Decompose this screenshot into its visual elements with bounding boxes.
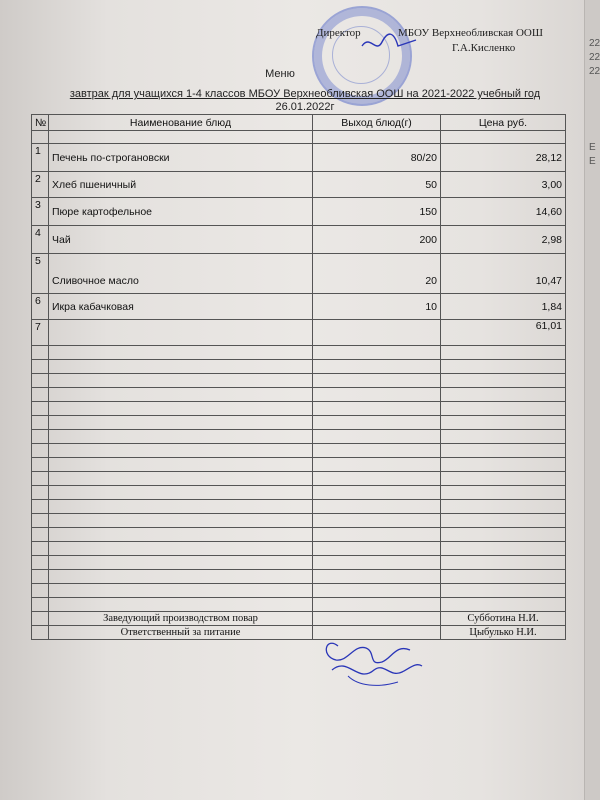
- signature-role: Ответственный за питание: [49, 626, 313, 640]
- empty-row: [32, 500, 566, 514]
- dish-name: [49, 320, 313, 346]
- dish-weight: 200: [313, 226, 441, 254]
- dish-name: Чай: [49, 226, 313, 254]
- empty-row: [32, 374, 566, 388]
- dish-price: 3,00: [441, 172, 566, 198]
- empty-row: [32, 458, 566, 472]
- empty-row: [32, 542, 566, 556]
- row-number: 4: [32, 226, 49, 254]
- empty-row: [32, 528, 566, 542]
- table-row: [32, 172, 566, 198]
- row-number: 6: [32, 294, 49, 320]
- table-row: [32, 144, 566, 172]
- empty-row: [32, 556, 566, 570]
- adjacent-page-edge: [584, 0, 600, 800]
- subtitle-line-1: завтрак для учащихся 1-4 классов МБОУ Верхнеобливская ООШ на 2021-2022 учебный год: [69, 88, 541, 100]
- row-number: 2: [32, 172, 49, 198]
- edge-mark: E: [589, 156, 596, 167]
- table-row: [32, 254, 566, 294]
- menu-table: [31, 114, 566, 640]
- school-name: МБОУ Верхнеобливская ООШ: [398, 27, 543, 39]
- header-dish-name: Наименование блюд: [49, 115, 313, 131]
- signature-role: Заведующий производством повар: [49, 612, 313, 626]
- edge-mark: 22: [589, 38, 600, 49]
- empty-row: [32, 584, 566, 598]
- empty-row: [32, 416, 566, 430]
- edge-mark: E: [589, 142, 596, 153]
- row-number: 5: [32, 254, 49, 294]
- dish-price: 10,47: [441, 254, 566, 294]
- handwritten-signatures: [318, 626, 428, 690]
- dish-price: 14,60: [441, 198, 566, 226]
- dish-price: 1,84: [441, 294, 566, 320]
- table-row: [32, 198, 566, 226]
- signature-person: Цыбулько Н.И.: [441, 626, 566, 640]
- dish-name: Икра кабачковая: [49, 294, 313, 320]
- dish-weight: 20: [313, 254, 441, 294]
- dish-weight: 80/20: [313, 144, 441, 172]
- empty-row: [32, 514, 566, 528]
- empty-row: [32, 598, 566, 612]
- director-label: Директор: [316, 27, 361, 39]
- header-number: №: [32, 115, 49, 131]
- table-row: [32, 226, 566, 254]
- dish-price: 2,98: [441, 226, 566, 254]
- empty-row: [32, 444, 566, 458]
- total-row: [32, 320, 566, 346]
- dish-name: Хлеб пшеничный: [49, 172, 313, 198]
- dish-weight: 10: [313, 294, 441, 320]
- menu-date: 26.01.2022г: [275, 101, 335, 113]
- empty-row: [32, 570, 566, 584]
- edge-mark: 22: [589, 52, 600, 63]
- header-weight: Выход блюд(г): [313, 115, 441, 131]
- empty-row: [32, 346, 566, 360]
- menu-title: Меню: [265, 68, 295, 80]
- table-header-row: [32, 115, 566, 131]
- empty-row: [32, 430, 566, 444]
- menu-subtitle: [40, 88, 570, 114]
- dish-name: Пюре картофельное: [49, 198, 313, 226]
- director-name: Г.А.Кисленко: [452, 42, 516, 54]
- dish-name: Печень по-строгановски: [49, 144, 313, 172]
- signature-row: [32, 612, 566, 626]
- signature-row: [32, 626, 566, 640]
- row-number: 1: [32, 144, 49, 172]
- row-number: 7: [32, 320, 49, 346]
- table-row: [32, 294, 566, 320]
- dish-name: Сливочное масло: [49, 254, 313, 294]
- dish-weight: [313, 320, 441, 346]
- row-number: 3: [32, 198, 49, 226]
- empty-row: [32, 402, 566, 416]
- dish-price: 28,12: [441, 144, 566, 172]
- signature-person: Субботина Н.И.: [441, 612, 566, 626]
- empty-row: [32, 388, 566, 402]
- edge-mark: 22: [589, 66, 600, 77]
- empty-row: [32, 486, 566, 500]
- empty-row: [32, 472, 566, 486]
- header-price: Цена руб.: [441, 115, 566, 131]
- dish-weight: 150: [313, 198, 441, 226]
- empty-row: [32, 360, 566, 374]
- total-price: 61,01: [441, 320, 566, 346]
- dish-weight: 50: [313, 172, 441, 198]
- empty-row: [32, 131, 566, 144]
